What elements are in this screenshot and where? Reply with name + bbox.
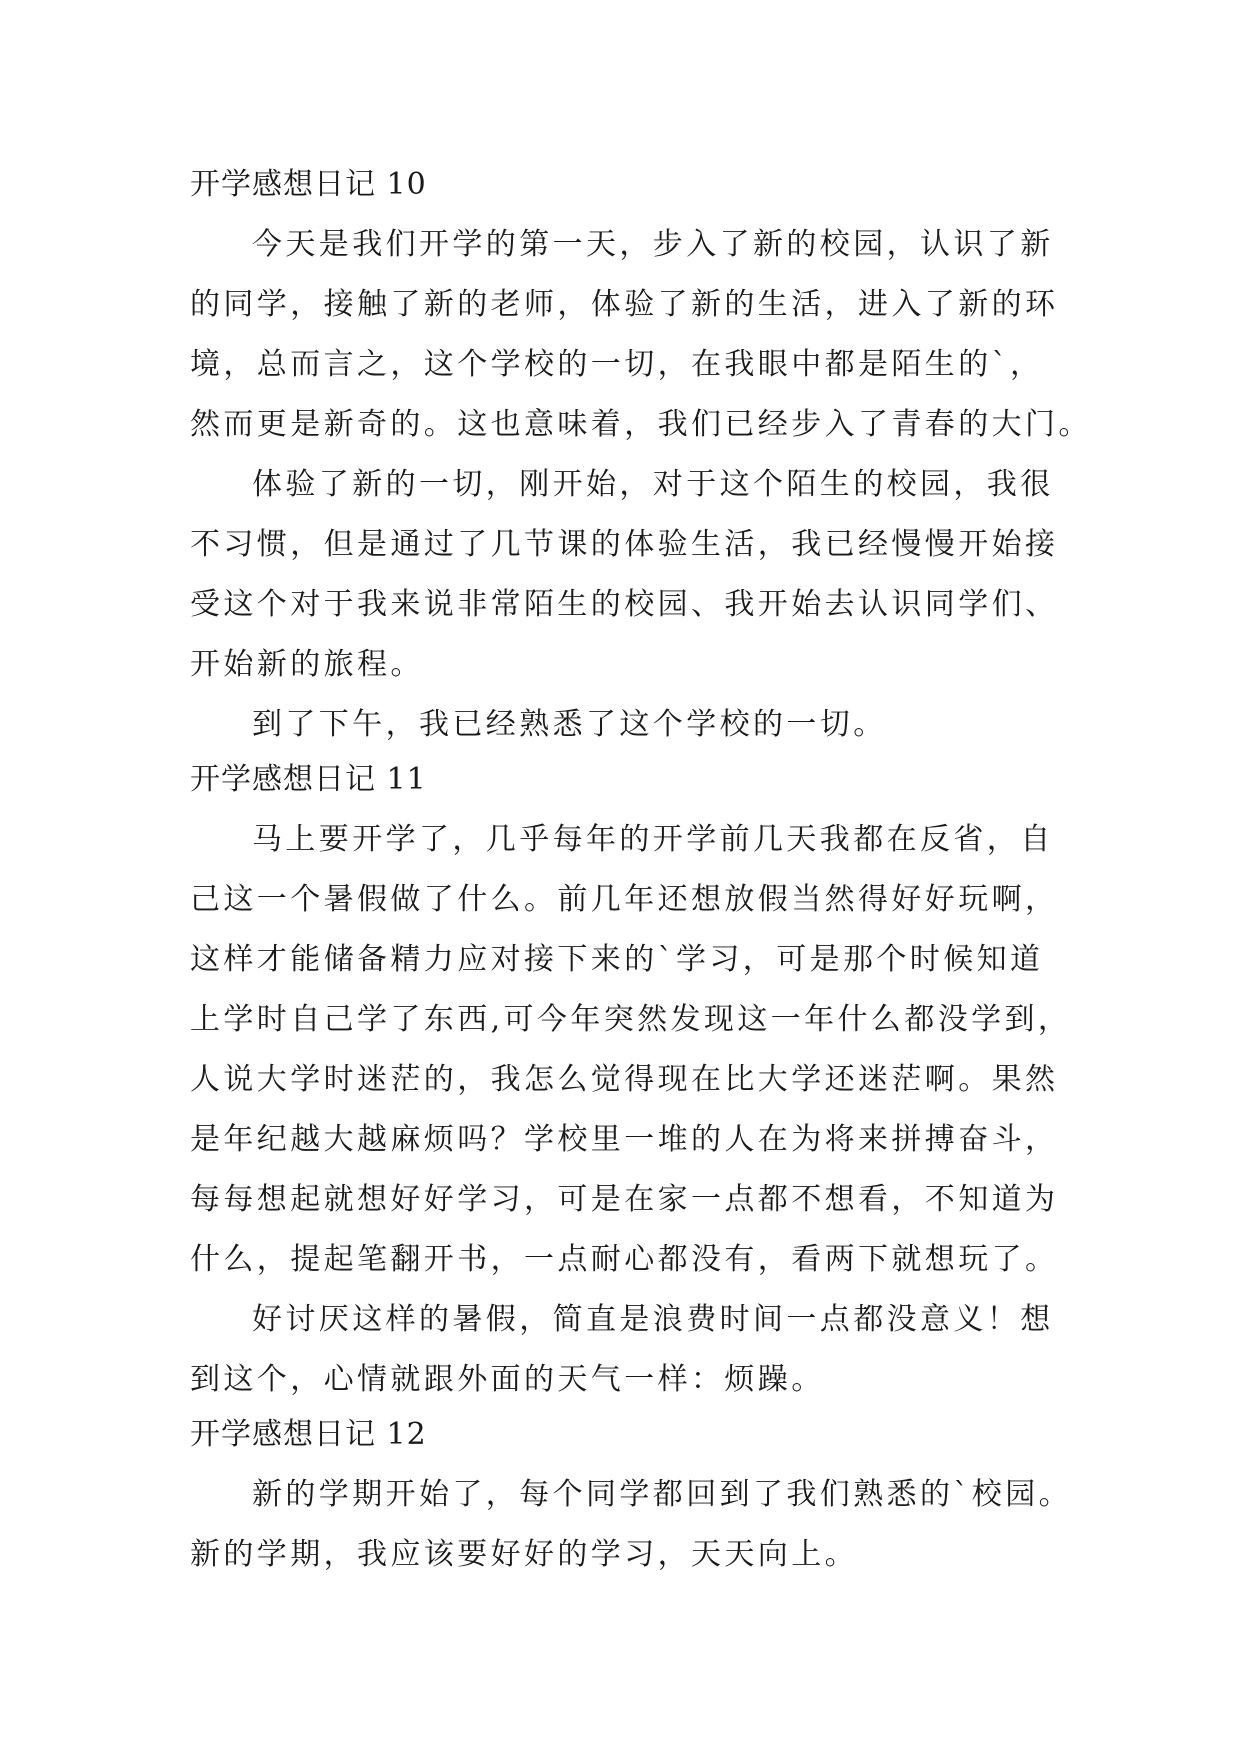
paragraph-line: 境，总而言之，这个学校的一切，在我眼中都是陌生的`， (190, 347, 1044, 382)
paragraph-line: 开始新的旅程。 (190, 647, 424, 682)
paragraph-line: 到了下午，我已经熟悉了这个学校的一切。 (252, 707, 887, 742)
paragraph-line: 人说大学时迷茫的，我怎么觉得现在比大学还迷茫啊。果然 (190, 1062, 1059, 1097)
paragraph-line: 是年纪越大越麻烦吗？学校里一堆的人在为将来拼搏奋斗， (190, 1122, 1059, 1157)
section-title: 开学感想日记 11 (190, 762, 427, 797)
paragraph-line: 新的学期开始了，每个同学都回到了我们熟悉的`校园。 (252, 1477, 1072, 1512)
paragraph-line: 己这一个暑假做了什么。前几年还想放假当然得好好玩啊， (190, 882, 1059, 917)
paragraph-line: 然而更是新奇的。这也意味着，我们已经步入了青春的大门。 (190, 407, 1092, 442)
paragraph-line: 体验了新的一切，刚开始，对于这个陌生的校园，我很 (252, 467, 1054, 502)
paragraph-line: 今天是我们开学的第一天，步入了新的校园，认识了新 (252, 227, 1054, 262)
section-title: 开学感想日记 12 (190, 1417, 427, 1452)
paragraph-line: 好讨厌这样的暑假，简直是浪费时间一点都没意义！想 (252, 1302, 1054, 1337)
paragraph-line: 每每想起就想好好学习，可是在家一点都不想看，不知道为 (190, 1182, 1059, 1217)
paragraph-line: 到这个，心情就跟外面的天气一样：烦躁。 (190, 1362, 825, 1397)
paragraph-line: 什么，提起笔翻开书，一点耐心都没有，看两下就想玩了。 (190, 1242, 1059, 1277)
paragraph-line: 这样才能储备精力应对接下来的`学习，可是那个时候知道 (190, 942, 1044, 977)
paragraph-line: 新的学期，我应该要好好的学习，天天向上。 (190, 1537, 858, 1572)
paragraph-line: 受这个对于我来说非常陌生的校园、我开始去认识同学们、 (190, 587, 1059, 622)
paragraph-line: 不习惯，但是通过了几节课的体验生活，我已经慢慢开始接 (190, 527, 1059, 562)
paragraph-line: 上学时自己学了东西,可今年突然发现这一年什么都没学到， (190, 1002, 1072, 1037)
paragraph-line: 的同学，接触了新的老师，体验了新的生活，进入了新的环 (190, 287, 1059, 322)
paragraph-line: 马上要开学了，几乎每年的开学前几天我都在反省，自 (252, 822, 1054, 857)
section-title: 开学感想日记 10 (190, 167, 427, 202)
